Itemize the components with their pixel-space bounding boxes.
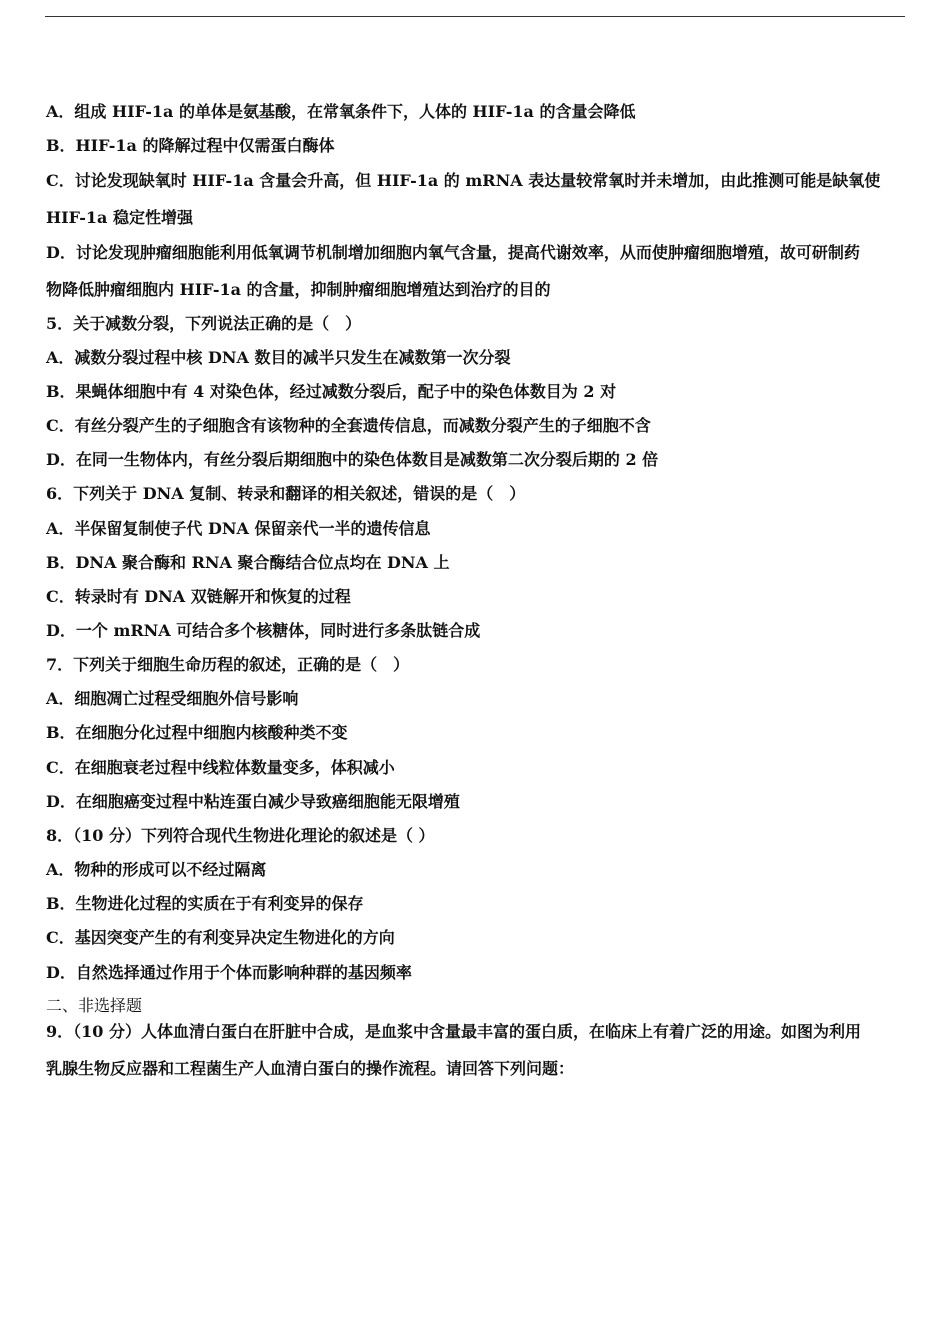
q4-option-c: C．讨论发现缺氧时 HIF-1a 含量会升高，但 HIF-1a 的 mRNA 表达量较常氧时并未增加，由此推测可能是缺氧使	[46, 171, 881, 190]
q6-option-a: A．半保留复制使子代 DNA 保留亲代一半的遗传信息	[46, 519, 431, 538]
q8-option-c: C．基因突变产生的有利变异决定生物进化的方向	[46, 928, 395, 947]
q4-option-a: A．组成 HIF-1a 的单体是氨基酸，在常氧条件下，人体的 HIF-1a 的含量会降低	[46, 102, 636, 121]
q5-option-c: C．有丝分裂产生的子细胞含有该物种的全套遗传信息，而减数分裂产生的子细胞不含	[46, 416, 651, 435]
q8-stem: 8．（10 分）下列符合现代生物进化理论的叙述是（ ）	[46, 826, 435, 845]
q6-option-c: C．转录时有 DNA 双链解开和恢复的过程	[46, 587, 351, 606]
q7-option-d: D．在细胞癌变过程中粘连蛋白减少导致癌细胞能无限增殖	[46, 792, 460, 811]
q7-option-a: A．细胞凋亡过程受细胞外信号影响	[46, 689, 299, 708]
q8-option-d: D．自然选择通过作用于个体而影响种群的基因频率	[46, 963, 412, 982]
q4-option-b: B．HIF-1a 的降解过程中仅需蛋白酶体	[46, 136, 335, 155]
q5-option-a: A．减数分裂过程中核 DNA 数目的减半只发生在减数第一次分裂	[46, 348, 511, 367]
q5-option-d: D．在同一生物体内，有丝分裂后期细胞中的染色体数目是减数第二次分裂后期的 2 倍	[46, 450, 659, 469]
q9-stem-cont: 乳腺生物反应器和工程菌生产人血清白蛋白的操作流程。请回答下列问题：	[46, 1059, 575, 1078]
q9-stem: 9．（10 分）人体血清白蛋白在肝脏中合成，是血浆中含量最丰富的蛋白质，在临床上有着广泛的用途。如图为利用	[46, 1022, 861, 1041]
header-rule	[45, 16, 905, 17]
q6-option-b: B．DNA 聚合酶和 RNA 聚合酶结合位点均在 DNA 上	[46, 553, 450, 572]
q6-option-d: D．一个 mRNA 可结合多个核糖体，同时进行多条肽链合成	[46, 621, 481, 640]
q7-stem: 7．下列关于细胞生命历程的叙述，正确的是（ ）	[46, 655, 410, 674]
q7-option-b: B．在细胞分化过程中细胞内核酸种类不变	[46, 723, 348, 742]
q4-option-c-cont: HIF-1a 稳定性增强	[46, 208, 193, 227]
q8-option-b: B．生物进化过程的实质在于有利变异的保存	[46, 894, 364, 913]
q7-option-c: C．在细胞衰老过程中线粒体数量变多，体积减小	[46, 758, 395, 777]
q5-stem: 5．关于减数分裂，下列说法正确的是（ ）	[46, 314, 362, 333]
section-heading: 二、非选择题	[46, 996, 143, 1015]
q4-option-d-cont: 物降低肿瘤细胞内 HIF-1a 的含量，抑制肿瘤细胞增殖达到治疗的目的	[46, 280, 551, 299]
q5-option-b: B．果蝇体细胞中有 4 对染色体，经过减数分裂后，配子中的染色体数目为 2 对	[46, 382, 617, 401]
q4-option-d: D．讨论发现肿瘤细胞能利用低氧调节机制增加细胞内氧气含量，提高代谢效率，从而使肿瘤细胞增殖，故可研制药	[46, 243, 860, 262]
q6-stem: 6．下列关于 DNA 复制、转录和翻译的相关叙述，错误的是（ ）	[46, 484, 526, 503]
q8-option-a: A．物种的形成可以不经过隔离	[46, 860, 267, 879]
